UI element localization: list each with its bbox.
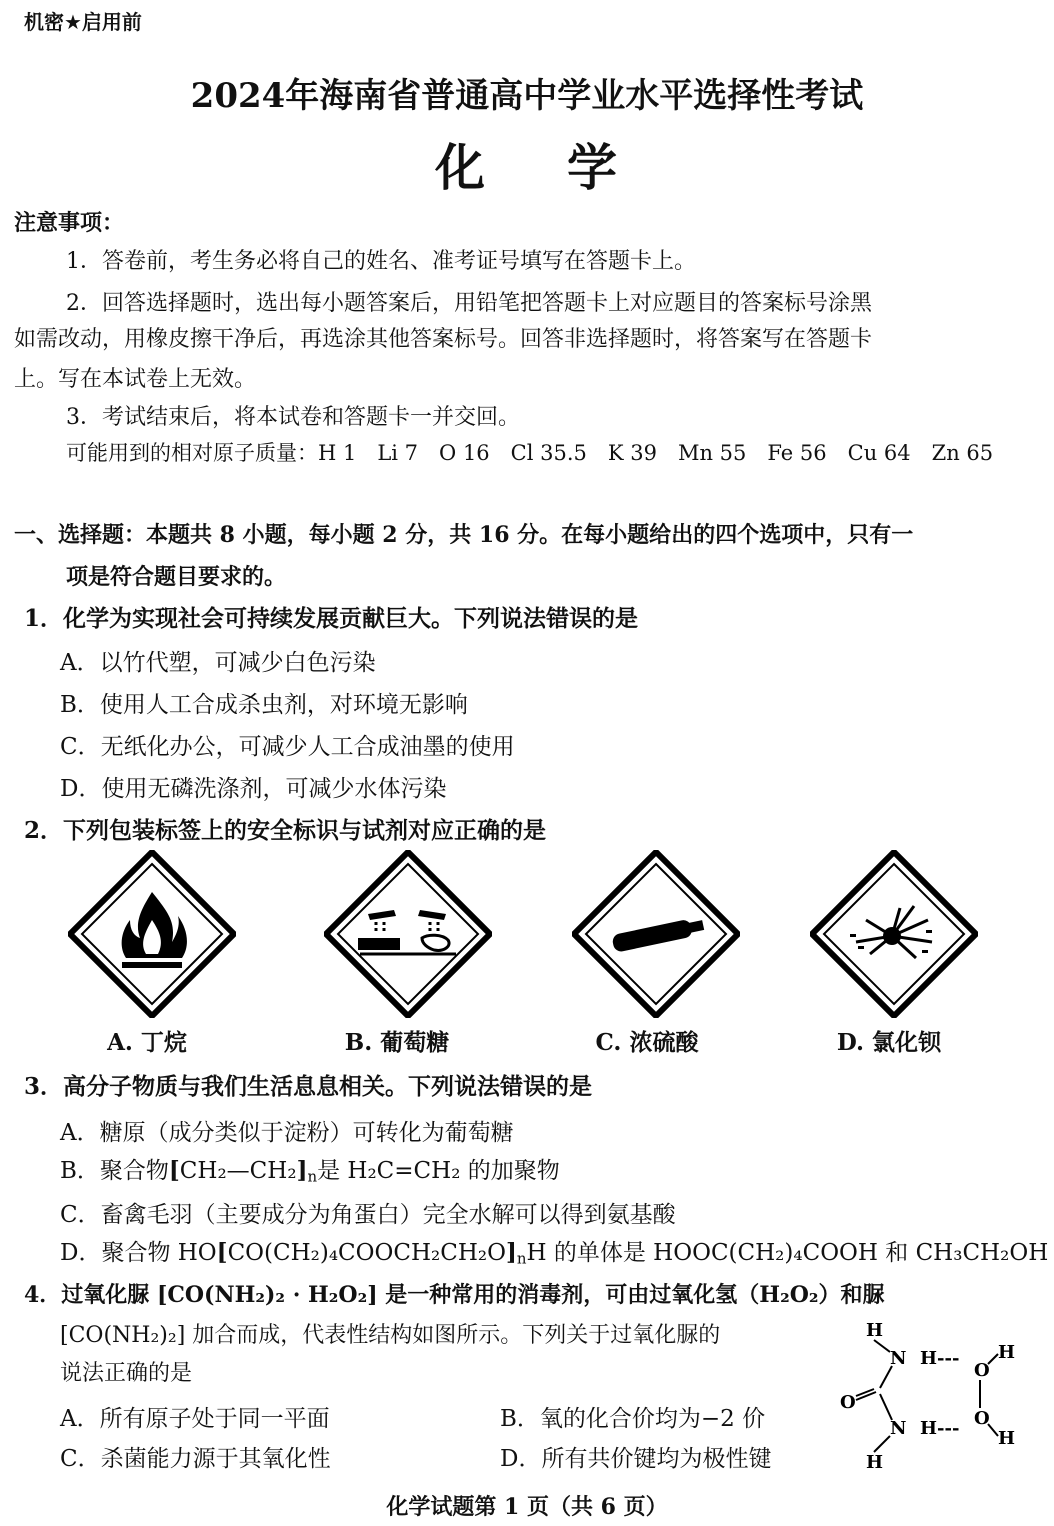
flammable-hazard-icon (68, 850, 236, 1018)
atomic-masses: 可能用到的相对原子质量：H 1 Li 7 O 16 Cl 35.5 K 39 Mn 55 Fe 56 Cu 64 Zn 65 (66, 441, 994, 465)
q3-option-a: A．糖原（成分类似于淀粉）可转化为葡萄糖 (60, 1120, 514, 1146)
note-2-line1: 2．回答选择题时，选出每小题答案后，用铅笔把答题卡上对应题目的答案标号涂黑 (66, 291, 872, 316)
struct-o-top: O (974, 1360, 990, 1381)
section-heading-line1: 一、选择题：本题共 8 小题，每小题 2 分，共 16 分。在每小题给出的四个选项中，只有一 (14, 522, 914, 548)
struct-h-right-top: H (998, 1342, 1016, 1363)
q2-label-d: D. 氯化钡 (836, 1029, 942, 1056)
exam-title: 2024年海南省普通高中学业水平选择性考试 (190, 76, 864, 116)
q3-option-b: B．聚合物$[CH_2—CH_2]_n$是 H₂C=CH₂ 的加聚物 (60, 1157, 560, 1186)
q3-b-formula: CH₂—CH₂ (179, 1158, 297, 1184)
q4-stem-line2: [CO(NH₂)₂] 加合而成，代表性结构如图所示。下列关于过氧化脲的 (60, 1323, 721, 1348)
struct-n-top: N (890, 1348, 907, 1369)
q3-b-prefix: B．聚合物 (60, 1158, 169, 1184)
q1-stem: 1．化学为实现社会可持续发展贡献巨大。下列说法错误的是 (24, 605, 639, 632)
note-1: 1．答卷前，考生务必将自己的姓名、准考证号填写在答题卡上。 (66, 249, 696, 274)
q3-d-prefix: D．聚合物 HO (60, 1240, 217, 1266)
q2-label-b: B. 葡萄糖 (344, 1029, 450, 1056)
struct-carbonyl-o: O (840, 1392, 856, 1413)
struct-h-bottom: H (866, 1452, 884, 1473)
q3-b-suffix: 是 H₂C=CH₂ 的加聚物 (317, 1158, 560, 1184)
note-2-line3: 上。写在本试卷上无效。 (14, 367, 257, 392)
page-footer: 化学试题第 1 页（共 6 页） (386, 1494, 668, 1520)
q4-option-d: D．所有共价键均为极性键 (500, 1446, 772, 1472)
gas-cylinder-hazard-icon (572, 850, 740, 1018)
subject-char-2: 学 (567, 138, 619, 197)
q2-stem: 2．下列包装标签上的安全标识与试剂对应正确的是 (24, 817, 547, 844)
struct-hbond-bottom: H--- (920, 1418, 960, 1439)
struct-n-bottom: N (890, 1418, 907, 1439)
q1-option-d: D．使用无磷洗涤剂，可减少水体污染 (60, 776, 447, 802)
corrosive-hazard-icon (324, 850, 492, 1018)
q4-option-a: A．所有原子处于同一平面 (60, 1406, 330, 1432)
q2-label-c: C. 浓硫酸 (595, 1029, 699, 1056)
q3-stem: 3．高分子物质与我们生活息息相关。下列说法错误的是 (24, 1073, 593, 1100)
note-3: 3．考试结束后，将本试卷和答题卡一并交回。 (66, 405, 520, 430)
q3-b-n: n (307, 1167, 318, 1186)
subject-char-1: 化 (435, 138, 487, 197)
struct-h-top: H (866, 1320, 884, 1341)
confidential-label: 机密★启用前 (24, 10, 142, 34)
q1-option-b: B．使用人工合成杀虫剂，对环境无影响 (60, 692, 468, 718)
q2-label-a: A. 丁烷 (107, 1029, 187, 1056)
q3-d-formula: CO(CH₂)₄COOCH₂CH₂O (227, 1240, 506, 1266)
q1-option-a: A．以竹代塑，可减少白色污染 (60, 650, 376, 676)
q3-option-d: D．聚合物 $HO[CO(CH_2)_4COOCH_2CH_2O]_nH$ 的单体是 HOOC(CH₂)₄COOH 和 CH₃CH₂OH (60, 1239, 1049, 1268)
urea-peroxide-structure-diagram (838, 1318, 1028, 1478)
q4-option-c: C．杀菌能力源于其氧化性 (60, 1446, 331, 1472)
q3-d-suffix: H 的单体是 HOOC(CH₂)₄COOH 和 CH₃CH₂OH (526, 1240, 1049, 1266)
q3-option-c: C．畜禽毛羽（主要成分为角蛋白）完全水解可以得到氨基酸 (60, 1202, 676, 1228)
section-heading-line2: 项是符合题目要求的。 (66, 564, 287, 590)
subject-title (0, 128, 1054, 200)
notes-heading: 注意事项： (14, 210, 125, 236)
struct-hbond-top: H--- (920, 1348, 960, 1369)
q4-stem-line3: 说法正确的是 (60, 1361, 193, 1386)
struct-o-bottom: O (974, 1408, 990, 1429)
explosive-hazard-icon (810, 850, 978, 1018)
note-2-line2: 如需改动，用橡皮擦干净后，再选涂其他答案标号。回答非选择题时，将答案写在答题卡 (14, 327, 873, 352)
struct-h-right-bottom: H (998, 1428, 1016, 1449)
q1-option-c: C．无纸化办公，可减少人工合成油墨的使用 (60, 734, 515, 760)
q4-stem-line1: 4．过氧化脲 [CO(NH₂)₂ · H₂O₂] 是一种常用的消毒剂，可由过氧化氢（H₂O₂）和脲 (24, 1282, 885, 1308)
q4-option-b: B．氧的化合价均为−2 价 (500, 1406, 766, 1432)
q3-d-n: n (516, 1249, 527, 1268)
